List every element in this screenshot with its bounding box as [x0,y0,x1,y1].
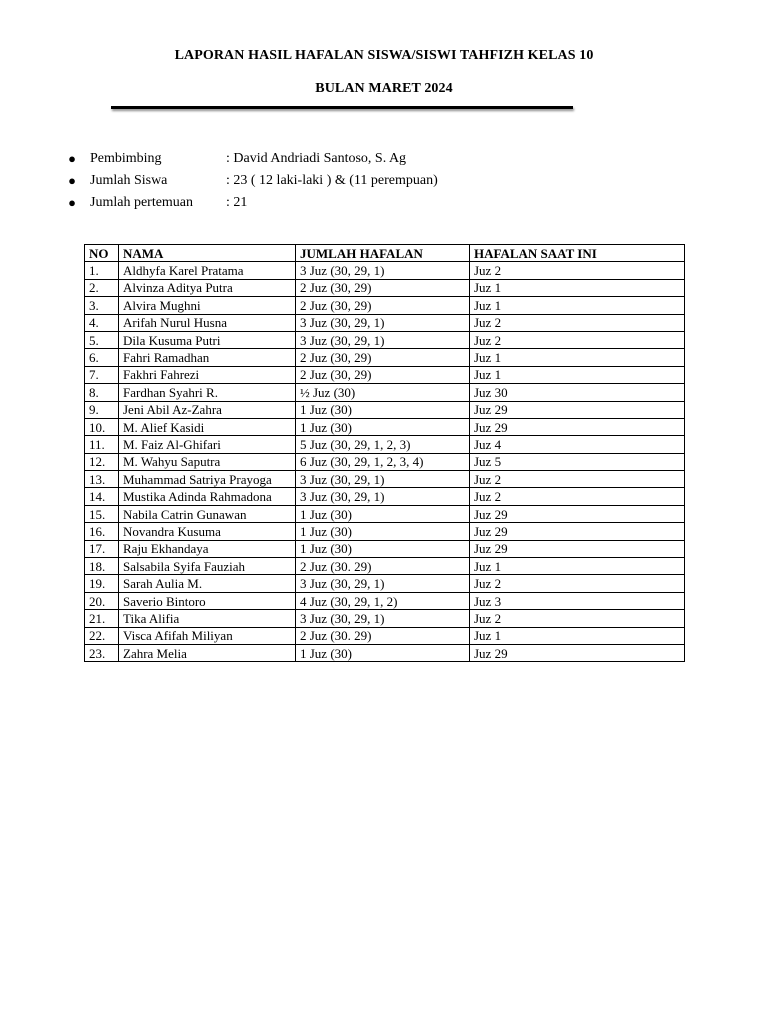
info-value: : 23 ( 12 laki-laki ) & (11 perempuan) [226,173,438,188]
cell-jumlah-hafalan: ½ Juz (30) [296,384,470,401]
info-item-jumlah-siswa [66,170,666,192]
table-row [85,262,685,279]
cell-jumlah-hafalan: 2 Juz (30, 29) [296,349,470,366]
bullet-icon: ● [68,195,76,210]
cell-nama: Raju Ekhandaya [119,540,296,557]
cell-no: 11. [85,436,119,453]
cell-no: 7. [85,366,119,383]
cell-jumlah-hafalan: 2 Juz (30, 29) [296,366,470,383]
table-row [85,366,685,383]
cell-jumlah-hafalan: 2 Juz (30. 29) [296,627,470,644]
cell-hafalan-saat-ini: Juz 2 [470,575,685,592]
header-nama: NAMA [119,245,296,262]
cell-nama: Mustika Adinda Rahmadona [119,488,296,505]
cell-hafalan-saat-ini: Juz 29 [470,540,685,557]
cell-no: 8. [85,384,119,401]
cell-hafalan-saat-ini: Juz 2 [470,262,685,279]
cell-jumlah-hafalan: 2 Juz (30, 29) [296,279,470,296]
cell-nama: Nabila Catrin Gunawan [119,505,296,522]
cell-jumlah-hafalan: 3 Juz (30, 29, 1) [296,575,470,592]
info-list [66,148,666,214]
info-value: : David Andriadi Santoso, S. Ag [226,151,407,166]
cell-no: 23. [85,644,119,661]
info-value: : 21 [226,195,248,210]
table-row [85,279,685,296]
cell-hafalan-saat-ini: Juz 29 [470,418,685,435]
table-row [85,401,685,418]
cell-jumlah-hafalan: 5 Juz (30, 29, 1, 2, 3) [296,436,470,453]
cell-hafalan-saat-ini: Juz 29 [470,505,685,522]
cell-nama: M. Wahyu Saputra [119,453,296,470]
cell-no: 4. [85,314,119,331]
cell-nama: M. Faiz Al-Ghifari [119,436,296,453]
cell-jumlah-hafalan: 3 Juz (30, 29, 1) [296,471,470,488]
cell-jumlah-hafalan: 3 Juz (30, 29, 1) [296,262,470,279]
cell-jumlah-hafalan: 3 Juz (30, 29, 1) [296,488,470,505]
table-row [85,297,685,314]
cell-nama: Alvira Mughni [119,297,296,314]
table-row [85,488,685,505]
cell-nama: Visca Afifah Miliyan [119,627,296,644]
cell-jumlah-hafalan: 3 Juz (30, 29, 1) [296,314,470,331]
table-row [85,505,685,522]
table-row [85,331,685,348]
cell-no: 6. [85,349,119,366]
table-row [85,384,685,401]
info-label: Jumlah pertemuan [90,195,194,210]
cell-nama: Alvinza Aditya Putra [119,279,296,296]
cell-hafalan-saat-ini: Juz 2 [470,488,685,505]
report-title: LAPORAN HASIL HAFALAN SISWA/SISWI TAHFIZH KELAS 10 [174,48,594,63]
cell-no: 14. [85,488,119,505]
cell-no: 9. [85,401,119,418]
cell-no: 1. [85,262,119,279]
info-label: Jumlah Siswa [90,173,168,188]
cell-nama: Sarah Aulia M. [119,575,296,592]
info-label: Pembimbing [90,151,162,166]
cell-nama: Novandra Kusuma [119,523,296,540]
table-row [85,540,685,557]
cell-hafalan-saat-ini: Juz 29 [470,644,685,661]
cell-no: 22. [85,627,119,644]
cell-nama: Aldhyfa Karel Pratama [119,262,296,279]
cell-hafalan-saat-ini: Juz 2 [470,331,685,348]
cell-hafalan-saat-ini: Juz 29 [470,401,685,418]
cell-nama: Dila Kusuma Putri [119,331,296,348]
cell-hafalan-saat-ini: Juz 3 [470,592,685,609]
cell-no: 12. [85,453,119,470]
cell-no: 19. [85,575,119,592]
cell-hafalan-saat-ini: Juz 1 [470,558,685,575]
cell-hafalan-saat-ini: Juz 30 [470,384,685,401]
header-jumlah-hafalan: JUMLAH HAFALAN [296,245,470,262]
cell-hafalan-saat-ini: Juz 4 [470,436,685,453]
cell-no: 10. [85,418,119,435]
hafalan-table [84,244,685,662]
cell-no: 13. [85,471,119,488]
cell-jumlah-hafalan: 4 Juz (30, 29, 1, 2) [296,592,470,609]
cell-jumlah-hafalan: 3 Juz (30, 29, 1) [296,610,470,627]
bullet-icon: ● [68,173,76,188]
cell-no: 17. [85,540,119,557]
cell-jumlah-hafalan: 2 Juz (30. 29) [296,558,470,575]
table-row [85,314,685,331]
table-row [85,644,685,661]
cell-no: 5. [85,331,119,348]
table-row [85,592,685,609]
cell-no: 18. [85,558,119,575]
cell-nama: Arifah Nurul Husna [119,314,296,331]
cell-jumlah-hafalan: 1 Juz (30) [296,644,470,661]
cell-nama: Zahra Melia [119,644,296,661]
cell-hafalan-saat-ini: Juz 1 [470,279,685,296]
info-item-jumlah-pertemuan [66,192,666,214]
cell-nama: Muhammad Satriya Prayoga [119,471,296,488]
table-row [85,471,685,488]
cell-hafalan-saat-ini: Juz 5 [470,453,685,470]
cell-jumlah-hafalan: 1 Juz (30) [296,401,470,418]
cell-jumlah-hafalan: 1 Juz (30) [296,540,470,557]
table-row [85,610,685,627]
cell-nama: Jeni Abil Az-Zahra [119,401,296,418]
cell-jumlah-hafalan: 1 Juz (30) [296,523,470,540]
header-no: NO [85,245,119,262]
table-row [85,523,685,540]
cell-nama: M. Alief Kasidi [119,418,296,435]
table-row [85,349,685,366]
table-row [85,418,685,435]
cell-hafalan-saat-ini: Juz 29 [470,523,685,540]
table-row [85,453,685,470]
table-row [85,627,685,644]
cell-hafalan-saat-ini: Juz 1 [470,297,685,314]
cell-nama: Tika Alifia [119,610,296,627]
table-header-row [85,245,685,262]
cell-hafalan-saat-ini: Juz 2 [470,471,685,488]
cell-no: 15. [85,505,119,522]
cell-nama: Fahri Ramadhan [119,349,296,366]
cell-no: 21. [85,610,119,627]
header-hafalan-saat-ini: HAFALAN SAAT INI [470,245,685,262]
table-row [85,436,685,453]
cell-hafalan-saat-ini: Juz 1 [470,627,685,644]
cell-no: 3. [85,297,119,314]
cell-hafalan-saat-ini: Juz 1 [470,366,685,383]
cell-jumlah-hafalan: 6 Juz (30, 29, 1, 2, 3, 4) [296,453,470,470]
cell-hafalan-saat-ini: Juz 1 [470,349,685,366]
table-body [85,262,685,662]
cell-no: 20. [85,592,119,609]
info-item-pembimbing [66,148,666,170]
cell-nama: Fardhan Syahri R. [119,384,296,401]
cell-hafalan-saat-ini: Juz 2 [470,314,685,331]
cell-nama: Salsabila Syifa Fauziah [119,558,296,575]
cell-hafalan-saat-ini: Juz 2 [470,610,685,627]
report-subtitle: BULAN MARET 2024 [315,81,453,96]
title-divider [111,106,573,109]
cell-nama: Fakhri Fahrezi [119,366,296,383]
cell-nama: Saverio Bintoro [119,592,296,609]
cell-jumlah-hafalan: 2 Juz (30, 29) [296,297,470,314]
cell-no: 16. [85,523,119,540]
table-row [85,558,685,575]
cell-jumlah-hafalan: 1 Juz (30) [296,505,470,522]
cell-jumlah-hafalan: 3 Juz (30, 29, 1) [296,331,470,348]
bullet-icon: ● [68,151,76,166]
cell-no: 2. [85,279,119,296]
table-row [85,575,685,592]
cell-jumlah-hafalan: 1 Juz (30) [296,418,470,435]
